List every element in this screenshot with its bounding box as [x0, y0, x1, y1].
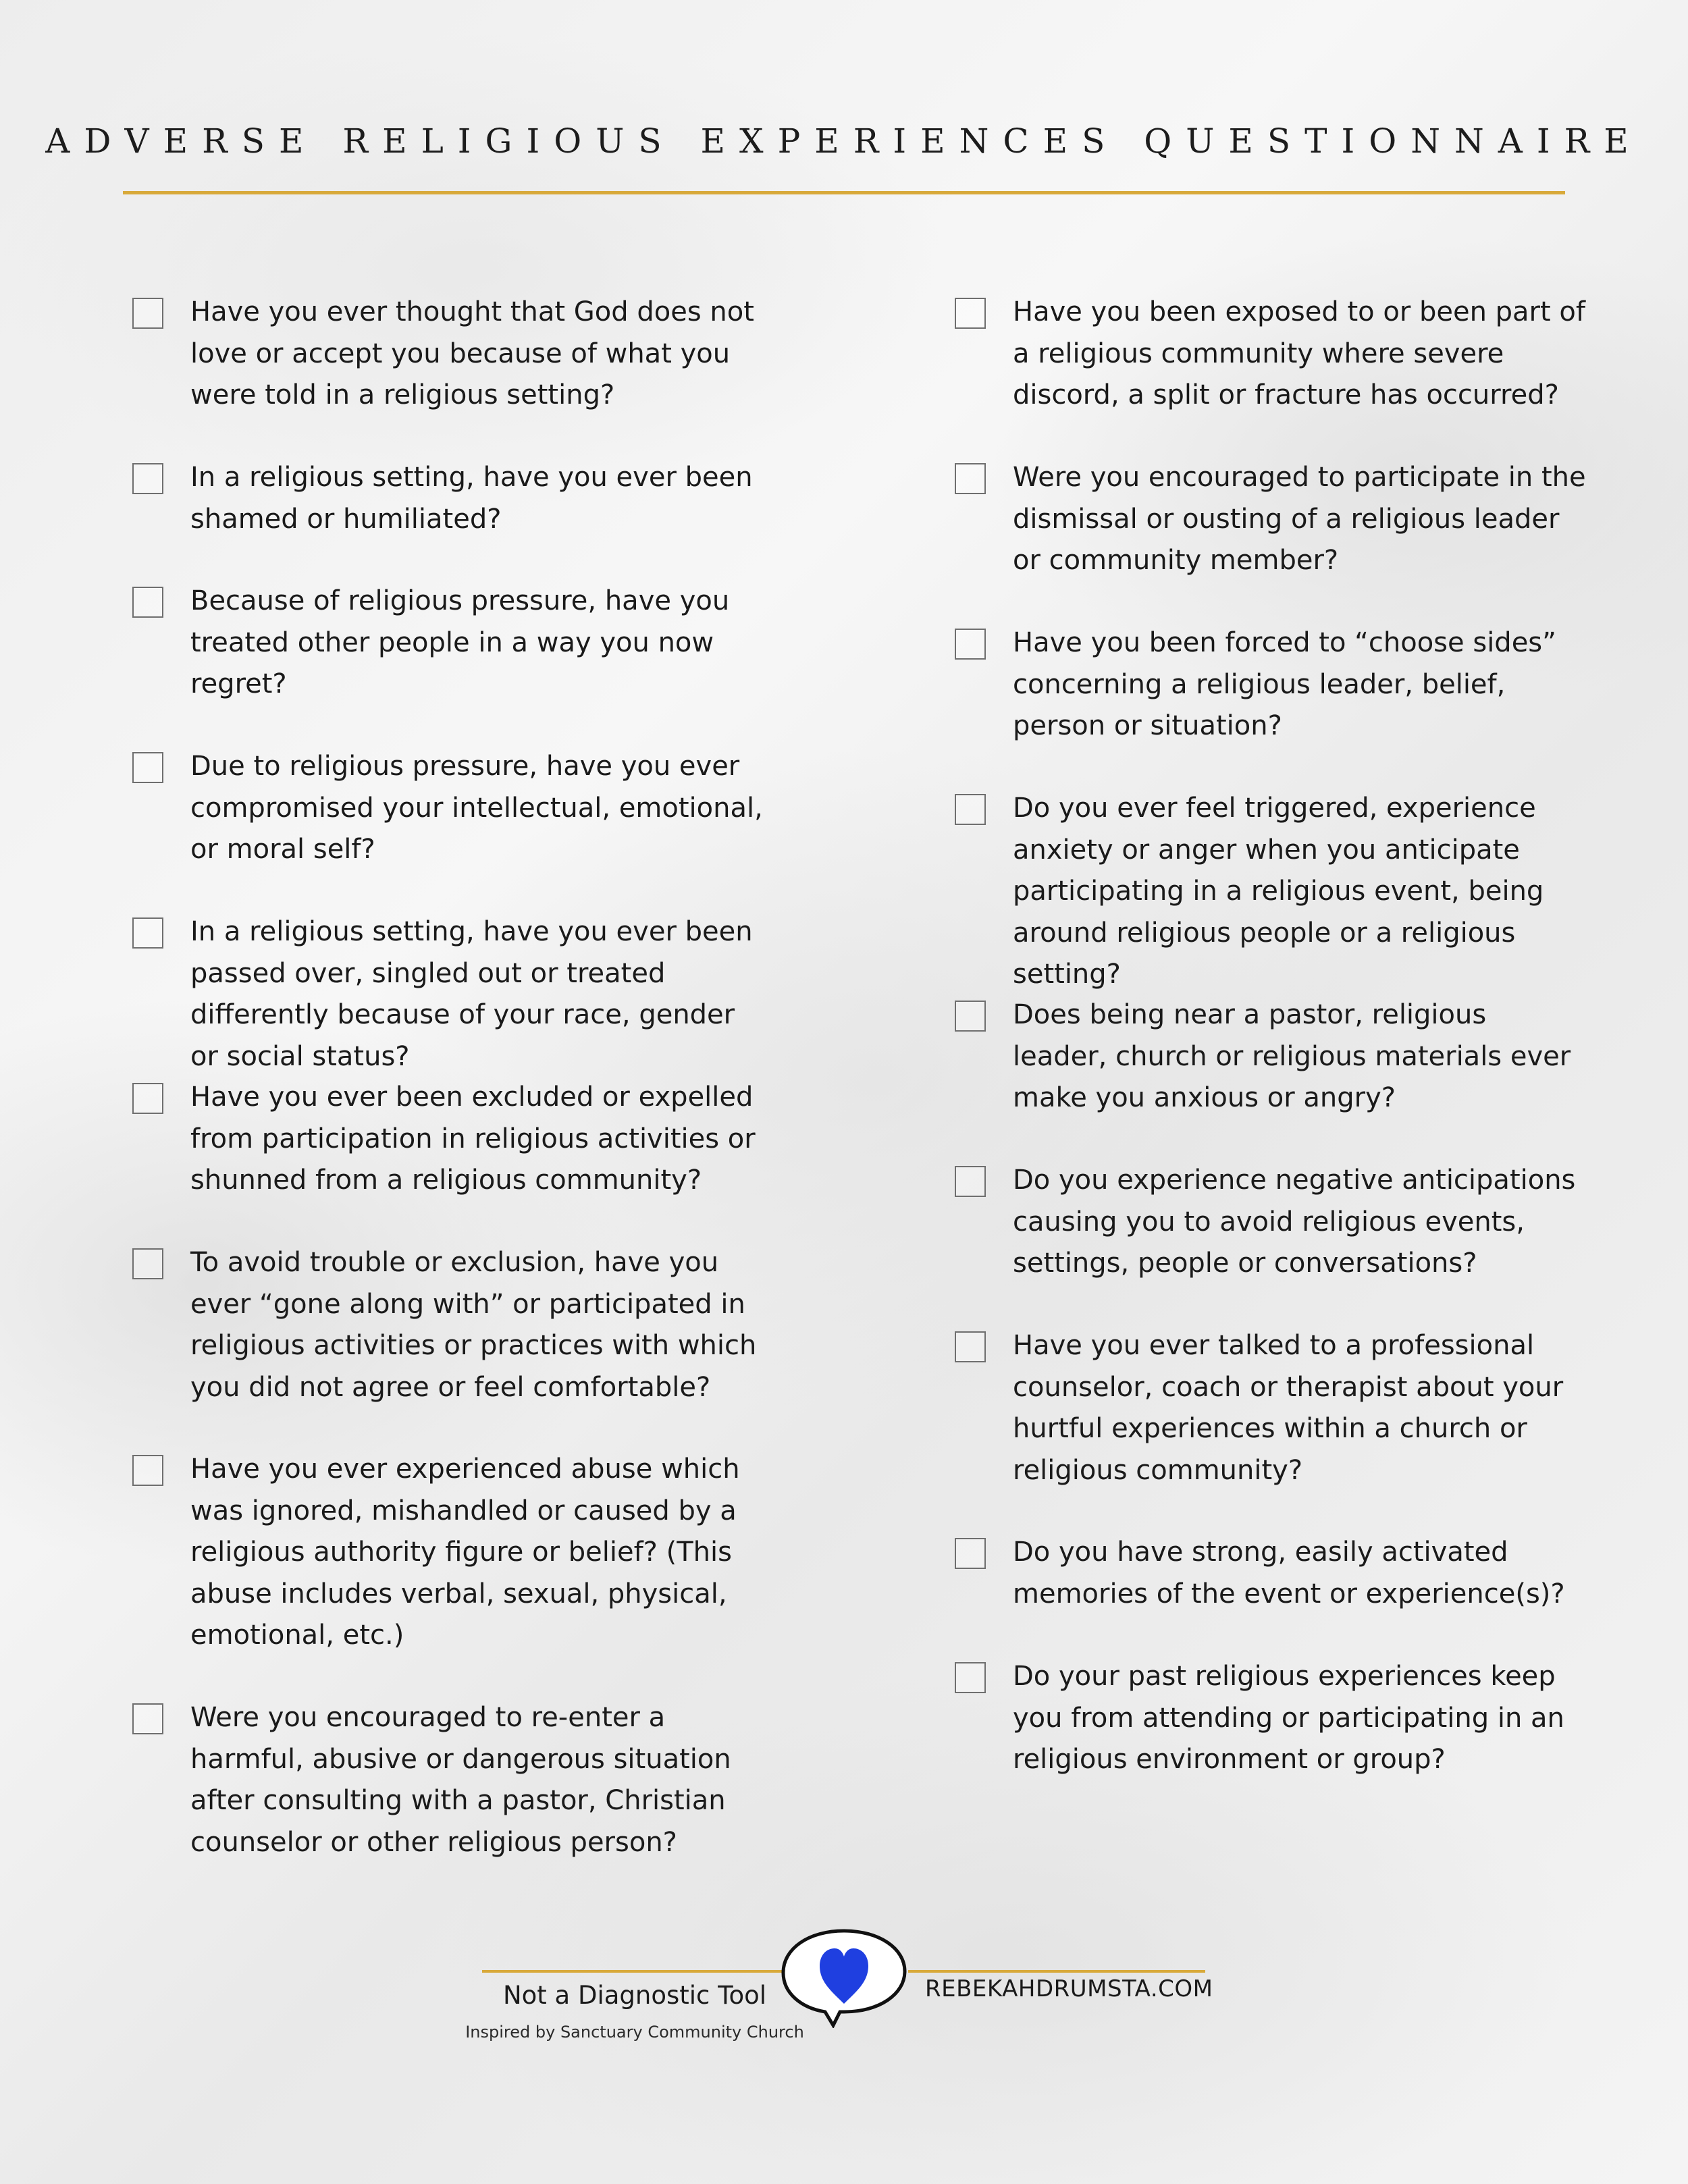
- checkbox[interactable]: [132, 298, 163, 329]
- question-text: Have you ever experienced abuse which was ignored, mishandled or caused by a religious authority figure or belief? (This abuse includes verbal, sexual, physical, emotional, etc.): [190, 1454, 740, 1651]
- question-text: Because of religious pressure, have you treated other people in a way you now regret?: [190, 585, 730, 699]
- question-item: [132, 746, 767, 871]
- question-item: [132, 1697, 767, 1863]
- checkbox[interactable]: [132, 463, 163, 494]
- checkbox[interactable]: [955, 1001, 986, 1032]
- question-text: Do your past religious experiences keep you from attending or participating in an religious environment or group?: [1013, 1661, 1564, 1775]
- question-text: In a religious setting, have you ever been shamed or humiliated?: [190, 462, 753, 535]
- checkbox[interactable]: [955, 1331, 986, 1362]
- checkbox[interactable]: [132, 1248, 163, 1279]
- question-text: Have you been exposed to or been part of a religious community where severe discord, a split or fracture has occurred?: [1013, 296, 1585, 410]
- question-text: Have you been forced to “choose sides” concerning a religious leader, belief, person or situation?: [1013, 627, 1556, 741]
- question-item: [132, 1449, 767, 1657]
- question-item: [955, 1656, 1589, 1781]
- checkbox[interactable]: [132, 1703, 163, 1734]
- checkbox[interactable]: [955, 794, 986, 825]
- question-item: [955, 457, 1589, 582]
- question-item: [955, 622, 1589, 747]
- question-text: Have you ever talked to a professional counselor, coach or therapist about your hurtful experiences within a church or religious community?: [1013, 1330, 1564, 1486]
- checkbox[interactable]: [132, 917, 163, 949]
- checkbox[interactable]: [955, 1166, 986, 1197]
- question-item: [955, 1532, 1589, 1615]
- question-text: To avoid trouble or exclusion, have you ever “gone along with” or participated in religious activities or practices with which you did not agree or feel comfortable?: [190, 1247, 757, 1403]
- checkbox[interactable]: [955, 629, 986, 660]
- question-item: [132, 457, 767, 540]
- question-text: Have you ever thought that God does not love or accept you because of what you were told in a religious setting?: [190, 296, 754, 410]
- question-item: [955, 292, 1589, 417]
- footer-divider-right: [908, 1970, 1205, 1973]
- question-item: [132, 581, 767, 705]
- question-item: [955, 994, 1589, 1119]
- question-item: [132, 1077, 767, 1202]
- question-text: Due to religious pressure, have you ever compromised your intellectual, emotional, or moral self?: [190, 751, 763, 865]
- checkbox[interactable]: [132, 587, 163, 618]
- page-title: ADVERSE RELIGIOUS EXPERIENCES QUESTIONNAIRE: [45, 122, 1643, 161]
- question-text: Do you have strong, easily activated memories of the event or experience(s)?: [1013, 1537, 1565, 1609]
- checkbox[interactable]: [132, 1083, 163, 1114]
- question-item: [132, 911, 767, 1077]
- title-divider: [123, 191, 1565, 194]
- footer-divider-left: [482, 1970, 793, 1973]
- website-link[interactable]: REBEKAHDRUMSTA.COM: [925, 1975, 1213, 2002]
- question-item: [955, 1325, 1589, 1491]
- question-text: In a religious setting, have you ever been passed over, singled out or treated differently because of your race, gender or social status?: [190, 916, 753, 1072]
- checkbox[interactable]: [132, 1455, 163, 1486]
- question-item: [132, 1242, 767, 1408]
- question-item: [132, 292, 767, 417]
- question-text: Were you encouraged to re-enter a harmful, abusive or dangerous situation after consulting with a pastor, Christian counselor or other religious person?: [190, 1702, 731, 1858]
- checkbox[interactable]: [955, 1662, 986, 1693]
- credit-text: Inspired by Sanctuary Community Church: [465, 2023, 804, 2042]
- question-text: Were you encouraged to participate in the dismissal or ousting of a religious leader or community member?: [1013, 462, 1586, 576]
- heart-speech-bubble-icon: [778, 1925, 910, 2028]
- question-item: [955, 788, 1589, 996]
- question-text: Do you experience negative anticipations causing you to avoid religious events, settings, people or conversations?: [1013, 1165, 1576, 1279]
- checkbox[interactable]: [132, 752, 163, 783]
- checkbox[interactable]: [955, 298, 986, 329]
- disclaimer-text: Not a Diagnostic Tool: [502, 1981, 767, 2010]
- checkbox[interactable]: [955, 1538, 986, 1569]
- checkbox[interactable]: [955, 463, 986, 494]
- question-item: [955, 1160, 1589, 1285]
- question-text: Does being near a pastor, religious leader, church or religious materials ever make you anxious or angry?: [1013, 999, 1571, 1113]
- question-text: Have you ever been excluded or expelled from participation in religious activities or shunned from a religious community?: [190, 1082, 756, 1196]
- question-text: Do you ever feel triggered, experience anxiety or anger when you anticipate participating in a religious event, being around religious people or a religious setting?: [1013, 793, 1544, 990]
